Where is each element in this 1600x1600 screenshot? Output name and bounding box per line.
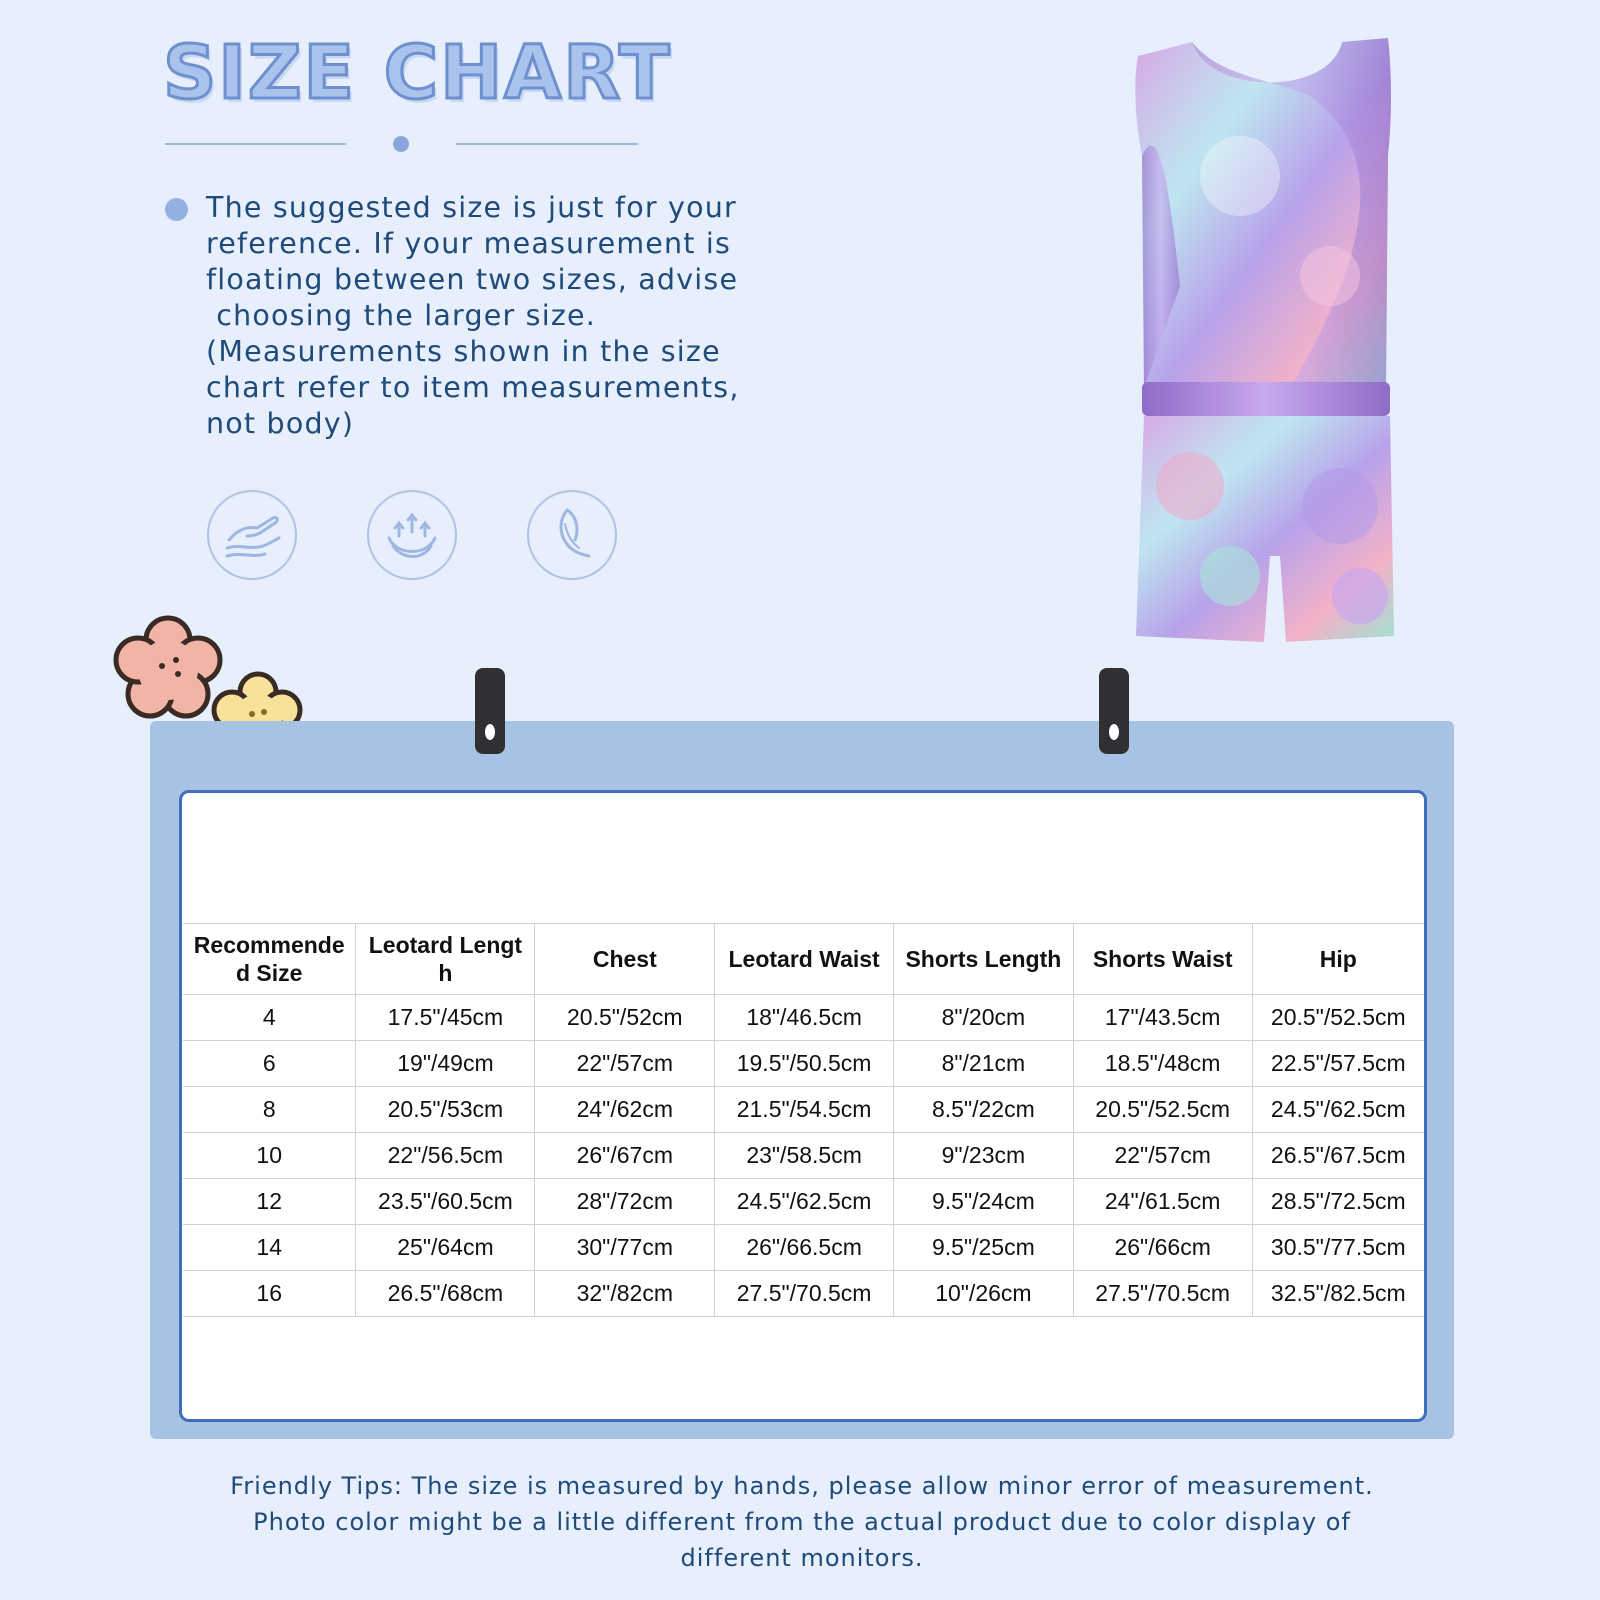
table-cell: 9"/23cm xyxy=(894,1133,1074,1179)
table-cell: 20.5"/52.5cm xyxy=(1073,1087,1252,1133)
table-cell: 16 xyxy=(183,1271,356,1317)
tips-line: different monitors. xyxy=(680,1544,924,1572)
column-header: Leotard Length xyxy=(356,924,535,995)
size-note-line: choosing the larger size. xyxy=(206,299,596,332)
friendly-tips xyxy=(150,1468,1454,1576)
table-cell: 22"/57cm xyxy=(1073,1133,1252,1179)
lightweight-feather-icon xyxy=(527,490,617,580)
size-note xyxy=(206,190,856,442)
table-cell: 24"/61.5cm xyxy=(1073,1179,1252,1225)
size-note-line: chart refer to item measurements, xyxy=(206,371,740,404)
table-cell: 8"/21cm xyxy=(894,1041,1074,1087)
table-cell: 23.5"/60.5cm xyxy=(356,1179,535,1225)
tips-line: Friendly Tips: The size is measured by hands, please allow minor error of measurement. xyxy=(230,1472,1374,1500)
table-cell: 28.5"/72.5cm xyxy=(1252,1179,1424,1225)
table-cell: 22"/57cm xyxy=(535,1041,715,1087)
table-cell: 18.5"/48cm xyxy=(1073,1041,1252,1087)
table-cell: 28"/72cm xyxy=(535,1179,715,1225)
table-cell: 32"/82cm xyxy=(535,1271,715,1317)
table-cell: 26"/66cm xyxy=(1073,1225,1252,1271)
column-header: Hip xyxy=(1252,924,1424,995)
size-note-line: reference. If your measurement is xyxy=(206,227,732,260)
column-header: Recommended Size xyxy=(183,924,356,995)
table-cell: 21.5"/54.5cm xyxy=(715,1087,894,1133)
table-cell: 20.5"/52cm xyxy=(535,995,715,1041)
title-divider-dot xyxy=(393,136,409,152)
title-divider-left xyxy=(165,143,346,145)
table-cell: 30"/77cm xyxy=(535,1225,715,1271)
table-row xyxy=(183,1087,1424,1133)
table-cell: 6 xyxy=(183,1041,356,1087)
bullet-icon xyxy=(165,198,188,221)
table-cell: 10"/26cm xyxy=(894,1271,1074,1317)
table-cell: 17"/43.5cm xyxy=(1073,995,1252,1041)
column-header: Leotard Waist xyxy=(715,924,894,995)
table-cell: 24.5"/62.5cm xyxy=(715,1179,894,1225)
table-cell: 26"/66.5cm xyxy=(715,1225,894,1271)
table-cell: 20.5"/52.5cm xyxy=(1252,995,1424,1041)
table-cell: 24.5"/62.5cm xyxy=(1252,1087,1424,1133)
size-note-line: floating between two sizes, advise xyxy=(206,263,739,296)
title-divider-right xyxy=(456,143,638,145)
column-header: Chest xyxy=(535,924,715,995)
table-cell: 8.5"/22cm xyxy=(894,1087,1074,1133)
table-cell: 25"/64cm xyxy=(356,1225,535,1271)
table-cell: 9.5"/24cm xyxy=(894,1179,1074,1225)
table-cell: 23"/58.5cm xyxy=(715,1133,894,1179)
tips-line: Photo color might be a little different from the actual product due to color display of xyxy=(253,1508,1351,1536)
size-note-line: (Measurements shown in the size xyxy=(206,335,721,368)
column-header: Shorts Length xyxy=(894,924,1074,995)
table-cell: 22.5"/57.5cm xyxy=(1252,1041,1424,1087)
table-row xyxy=(183,1133,1424,1179)
column-header: Shorts Waist xyxy=(1073,924,1252,995)
table-cell: 24"/62cm xyxy=(535,1087,715,1133)
soft-hand-icon xyxy=(207,490,297,580)
table-cell: 18"/46.5cm xyxy=(715,995,894,1041)
binder-clip-right xyxy=(1099,668,1129,754)
table-row xyxy=(183,995,1424,1041)
size-chart-panel xyxy=(179,790,1427,1422)
table-cell: 8"/20cm xyxy=(894,995,1074,1041)
table-cell: 12 xyxy=(183,1179,356,1225)
table-cell: 27.5"/70.5cm xyxy=(715,1271,894,1317)
table-cell: 22"/56.5cm xyxy=(356,1133,535,1179)
binder-clip-left xyxy=(475,668,505,754)
table-cell: 26.5"/68cm xyxy=(356,1271,535,1317)
table-cell: 19.5"/50.5cm xyxy=(715,1041,894,1087)
table-row xyxy=(183,1041,1424,1087)
table-cell: 32.5"/82.5cm xyxy=(1252,1271,1424,1317)
table-cell: 9.5"/25cm xyxy=(894,1225,1074,1271)
table-cell: 4 xyxy=(183,995,356,1041)
size-table xyxy=(183,923,1424,1317)
table-cell: 26.5"/67.5cm xyxy=(1252,1133,1424,1179)
table-cell: 30.5"/77.5cm xyxy=(1252,1225,1424,1271)
table-header-row xyxy=(183,924,1424,995)
table-row xyxy=(183,1179,1424,1225)
table-row xyxy=(183,1225,1424,1271)
table-cell: 17.5"/45cm xyxy=(356,995,535,1041)
leotard-product-image xyxy=(1130,36,1430,672)
size-note-line: The suggested size is just for your xyxy=(206,191,737,224)
page-title: SIZE CHART xyxy=(163,30,672,116)
stretch-arrows-icon xyxy=(367,490,457,580)
table-cell: 8 xyxy=(183,1087,356,1133)
table-cell: 19"/49cm xyxy=(356,1041,535,1087)
table-cell: 10 xyxy=(183,1133,356,1179)
table-cell: 27.5"/70.5cm xyxy=(1073,1271,1252,1317)
table-cell: 20.5"/53cm xyxy=(356,1087,535,1133)
table-row xyxy=(183,1271,1424,1317)
table-cell: 14 xyxy=(183,1225,356,1271)
table-cell: 26"/67cm xyxy=(535,1133,715,1179)
size-note-line: not body) xyxy=(206,407,355,440)
